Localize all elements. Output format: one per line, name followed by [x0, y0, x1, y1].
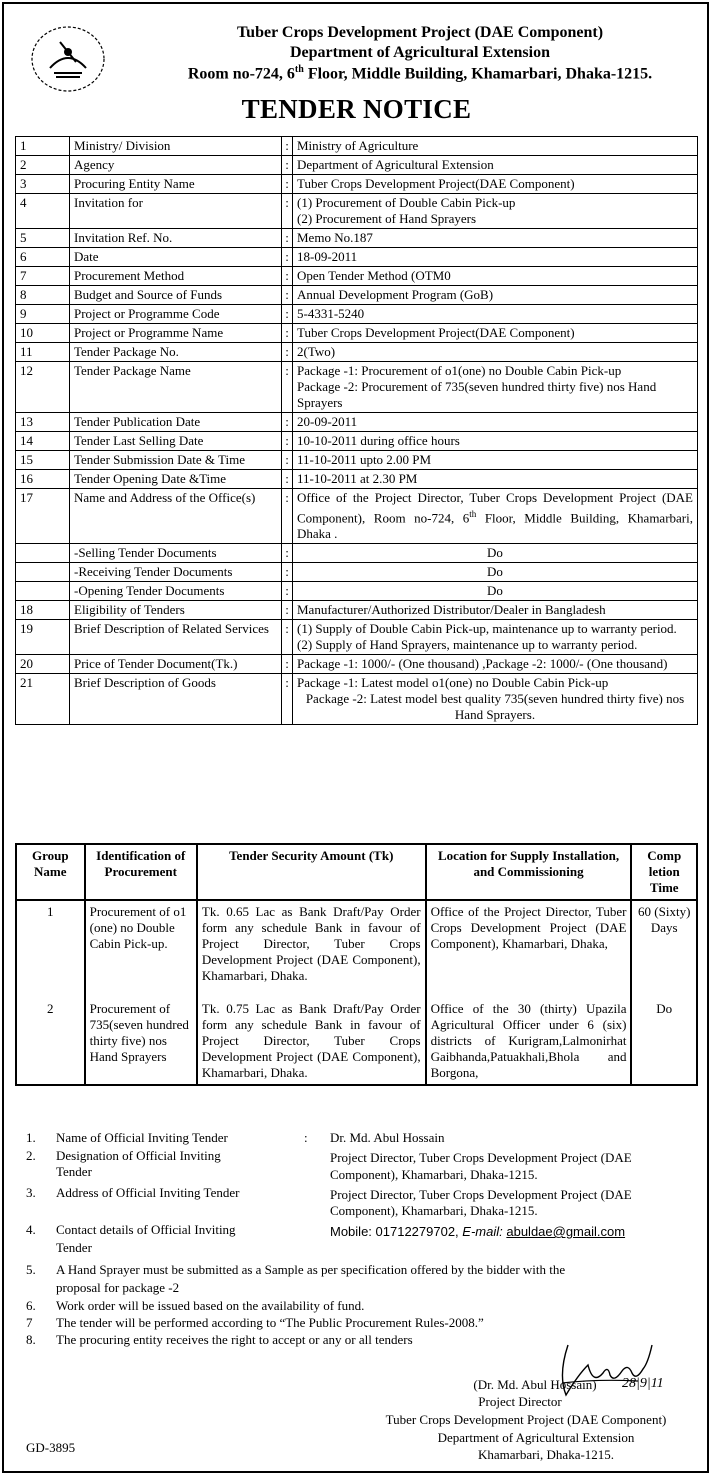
table-row: 7 Procurement Method : Open Tender Method (OTM0	[16, 267, 698, 286]
table-row: 17 Name and Address of the Office(s) : Office of the Project Director, Tuber Crops Development Project (DAE Component), Room no-724, 6th Floor, Middle Building, Khamarbari, Dhaka .	[16, 489, 698, 544]
email-link[interactable]: abuldae@gmail.com	[506, 1224, 626, 1239]
dae-seal-logo	[20, 18, 116, 100]
table-row: 2 Procurement of 735(seven hundred thirty five) nos Hand Sprayers Tk. 0.75 Lac as Bank Draft/Pay Order form any schedule Bank in favour of Project Director, Tuber Crops Development Project (DAE Component), Khamarbari, Dhaka. Office of the 30 (thirty) Upazila Agricultural Officer under 6 (six) districts of Kurigram,Lalmonirhat Gaibhanda,Patuakhali,Bhola and Borgona, Do	[16, 987, 697, 1085]
table-row: 1 Procurement of o1 (one) no Double Cabin Pick-up. Tk. 0.65 Lac as Bank Draft/Pay Order form any schedule Bank in favour of Project Director, Tuber Crops Development Project (DAE Component), Khamarbari, Dhaka. Office of the Project Director, Tuber Crops Development Project (DAE Component), Khamarbari, Dhaka, 60 (Sixty) Days	[16, 900, 697, 987]
table-row: 5 Invitation Ref. No. : Memo No.187	[16, 229, 698, 248]
table-row: 14 Tender Last Selling Date : 10-10-2011 during office hours	[16, 432, 698, 451]
table-row: -Opening Tender Documents : Do	[16, 582, 698, 601]
table-row: -Selling Tender Documents : Do	[16, 544, 698, 563]
table-row: 2 Agency : Department of Agricultural Extension	[16, 156, 698, 175]
table-row: 16 Tender Opening Date &Time : 11-10-2011 at 2.30 PM	[16, 470, 698, 489]
tender-info-table	[15, 136, 698, 725]
table-row: 18 Eligibility of Tenders : Manufacturer/Authorized Distributor/Dealer in Bangladesh	[16, 601, 698, 620]
table-row: -Receiving Tender Documents : Do	[16, 563, 698, 582]
table-row: 13 Tender Publication Date : 20-09-2011	[16, 413, 698, 432]
table-header-row: Group Name Identification of Procurement Tender Security Amount (Tk) Location for Supply Installation, and Commissioning Comp letion Time	[16, 844, 697, 900]
page-title: TENDER NOTICE	[241, 94, 472, 124]
table-row: 6 Date : 18-09-2011	[16, 248, 698, 267]
table-row: 10 Project or Programme Name : Tuber Crops Development Project(DAE Component)	[16, 324, 698, 343]
procurement-group-table	[15, 843, 698, 1086]
table-row: 15 Tender Submission Date & Time : 11-10-2011 upto 2.00 PM	[16, 451, 698, 470]
table-row: 12 Tender Package Name : Package -1: Procurement of o1(one) no Double Cabin Pick-up Package -2: Procurement of 735(seven hundred thirty five) nos Hand Sprayers	[16, 362, 698, 413]
table-row: 8 Budget and Source of Funds : Annual Development Program (GoB)	[16, 286, 698, 305]
table-row: 20 Price of Tender Document(Tk.) : Package -1: 1000/- (One thousand) ,Package -2: 1000/- (One thousand)	[16, 655, 698, 674]
header-address: Room no-724, 6th Floor, Middle Building, Khamarbari, Dhaka-1215.	[187, 64, 653, 83]
table-row: 4 Invitation for : (1) Procurement of Double Cabin Pick-up (2) Procurement of Hand Sprayers	[16, 194, 698, 229]
table-row: 9 Project or Programme Code : 5-4331-5240	[16, 305, 698, 324]
table-row: 3 Procuring Entity Name : Tuber Crops Development Project(DAE Component)	[16, 175, 698, 194]
table-row: 19 Brief Description of Related Services : (1) Supply of Double Cabin Pick-up, maintenance up to warranty period. (2) Supply of Hand Sprayers, maintenance up to warranty period.	[16, 620, 698, 655]
header-project: Tuber Crops Development Project (DAE Component)	[236, 24, 604, 41]
document-code: GD-3895	[26, 1440, 76, 1455]
contact-details: Mobile: 01712279702, E-mail: abuldae@gmail.com	[330, 1224, 626, 1239]
table-row: 1 Ministry/ Division : Ministry of Agriculture	[16, 137, 698, 156]
table-row: 21 Brief Description of Goods : Package -1: Latest model o1(one) no Double Cabin Pick-up Package -2: Latest model best quality 735(seven hundred thirty five) nos Hand Sprayers.	[16, 674, 698, 725]
header-department: Department of Agricultural Extension	[290, 44, 550, 61]
table-row: 11 Tender Package No. : 2(Two)	[16, 343, 698, 362]
